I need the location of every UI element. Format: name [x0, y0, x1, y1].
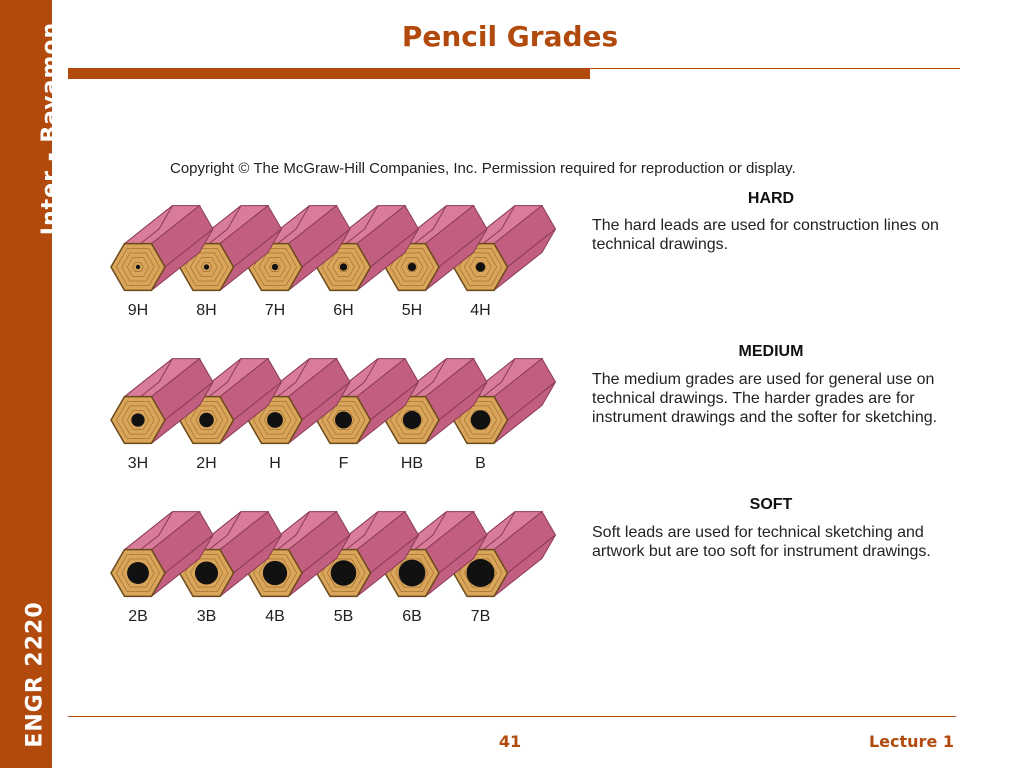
grade-label-3B: 3B: [196, 608, 217, 625]
title-rule: [68, 68, 590, 79]
grade-label-6B: 6B: [402, 608, 422, 625]
pencil-lead: [335, 412, 352, 429]
pencil-lead: [403, 411, 421, 429]
copyright-notice: Copyright © The McGraw-Hill Companies, Inc. Permission required for reproduction or display.: [170, 160, 796, 177]
grade-label-H: H: [269, 455, 281, 472]
grade-label-2B: 2B: [128, 608, 148, 625]
hard-heading: HARD: [747, 190, 795, 207]
pencil-lead: [131, 413, 144, 426]
grade-label-5B: 5B: [333, 608, 354, 625]
lecture-label: Lecture 1: [868, 732, 954, 751]
pencil-lead: [136, 265, 140, 269]
slide-title: Pencil Grades: [401, 20, 619, 53]
pencil-grades-figure: [100, 195, 570, 635]
grade-label-B: B: [475, 455, 486, 472]
grade-label-7B: 7B: [470, 608, 491, 625]
pencil-lead: [204, 264, 209, 269]
medium-description: The medium grades are used for general use on technical drawings. The harder grades are for instrument drawings and the softer for sketching.: [592, 371, 938, 426]
pencil-lead: [127, 562, 149, 584]
grade-label-HB: HB: [400, 455, 424, 472]
grade-label-4H: 4H: [470, 302, 491, 319]
hard-description: The hard leads are used for construction lines on technical drawings.: [592, 217, 939, 253]
grade-label-5H: 5H: [401, 302, 423, 319]
pencil-lead: [267, 412, 283, 428]
pencil-lead: [331, 560, 357, 586]
title-rule-thin: [590, 68, 960, 69]
pencil-lead: [199, 413, 214, 428]
grade-label-9H: 9H: [127, 302, 149, 319]
pencil-lead: [195, 561, 218, 584]
grade-label-8H: 8H: [196, 302, 217, 319]
pencil-lead: [340, 263, 347, 270]
medium-heading: MEDIUM: [738, 343, 804, 360]
pencil-lead: [263, 561, 287, 585]
soft-heading: SOFT: [749, 496, 793, 513]
pencil-lead: [471, 410, 490, 429]
sidebar: Inter - Bayamon ENGR 2220: [0, 0, 52, 768]
grade-label-4B: 4B: [265, 608, 285, 625]
pencil-lead: [408, 263, 416, 271]
pencil-lead: [467, 559, 495, 587]
footer-rule: [68, 716, 956, 717]
pencil-lead: [399, 560, 426, 587]
pencil-lead: [272, 264, 278, 270]
grade-label-F: F: [338, 455, 349, 472]
pencil-lead: [476, 262, 485, 271]
grade-label-6H: 6H: [333, 302, 354, 319]
grade-label-3H: 3H: [127, 455, 149, 472]
grade-label-7H: 7H: [264, 302, 286, 319]
soft-description: Soft leads are used for technical sketching and artwork but are too soft for instrument drawings.: [592, 524, 931, 560]
page-number: 41: [498, 732, 522, 751]
grade-label-2H: 2H: [196, 455, 217, 472]
